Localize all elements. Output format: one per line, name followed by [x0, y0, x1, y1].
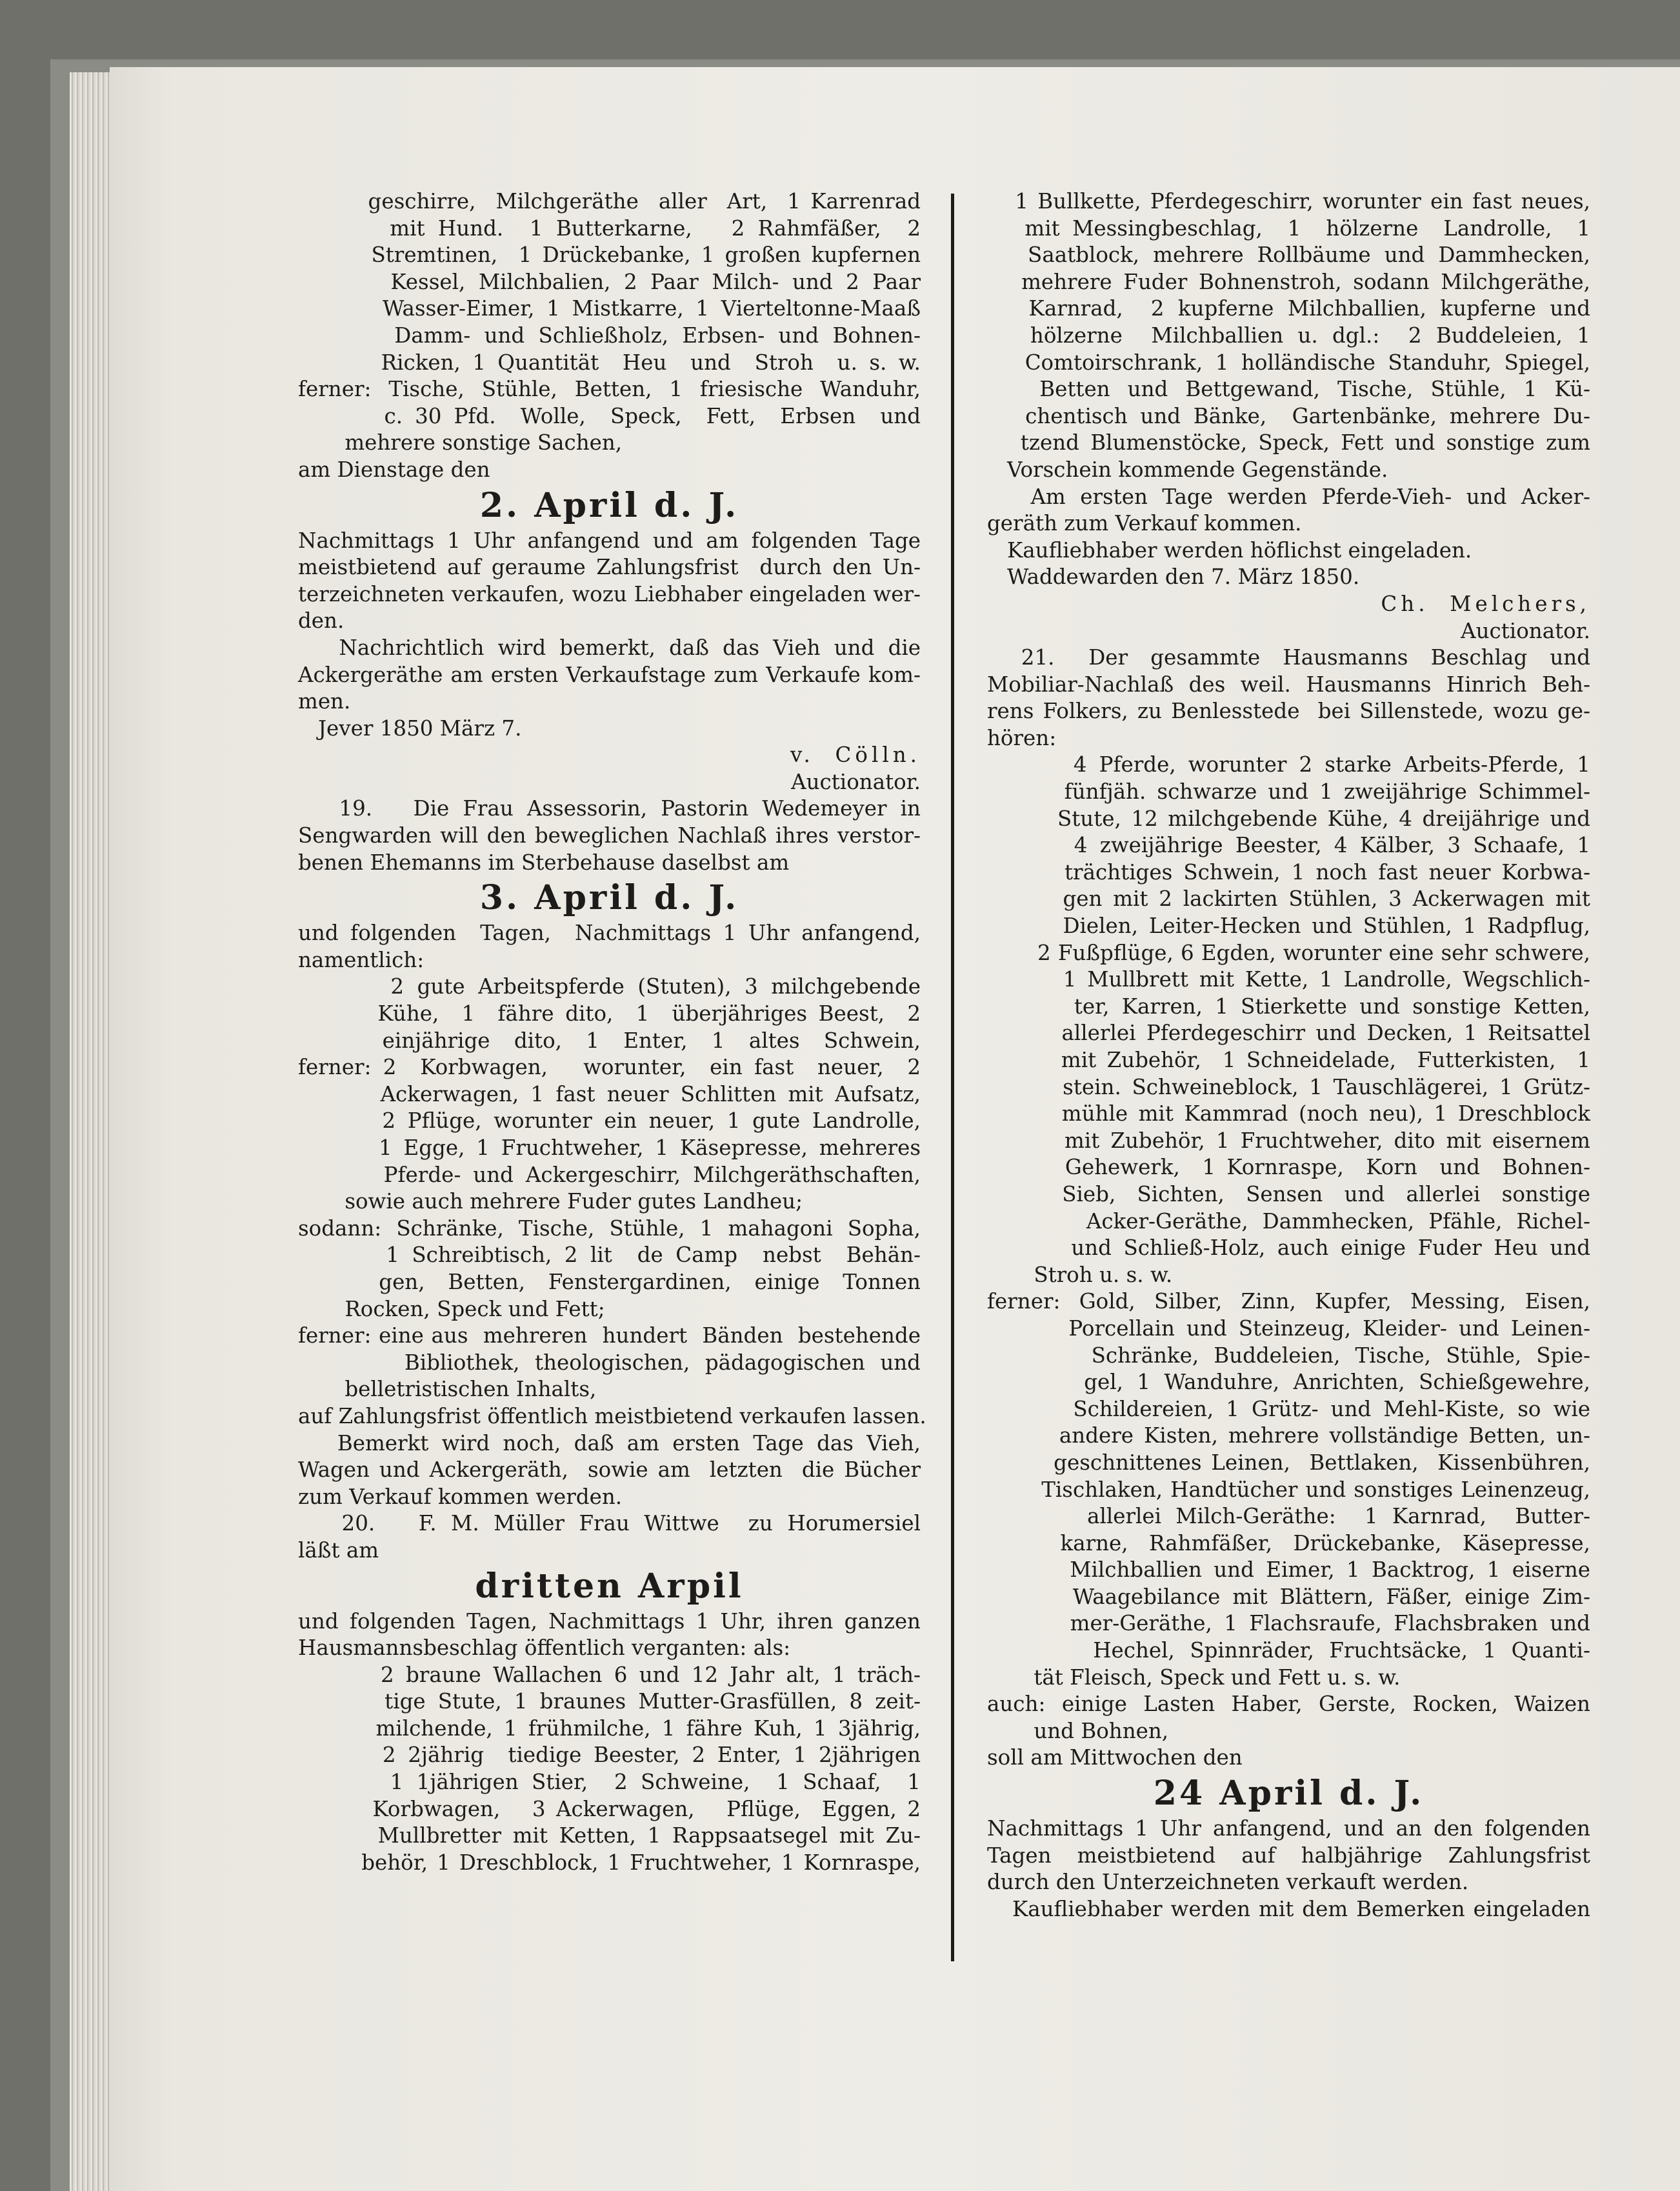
- text-line: 21. Der gesammte Hausmanns Beschlag und: [987, 645, 1590, 670]
- text-line: und folgenden Tagen, Nachmittags 1 Uhr, ihren ganzen: [298, 1608, 921, 1634]
- text-line: Betten und Bettgewand, Tische, Stühle, 1 Kü-: [987, 377, 1590, 402]
- text-line: am Dienstage den: [298, 457, 490, 482]
- auction-date-heading: dritten Arpil: [475, 1566, 744, 1606]
- text-line: Ackerwagen, 1 fast neuer Schlitten mit Aufsatz,: [298, 1081, 921, 1106]
- text-line: chentisch und Bänke, Gartenbänke, mehrere Du-: [987, 403, 1590, 428]
- text-line: läßt am: [298, 1537, 379, 1563]
- text-line: stein. Schweineblock, 1 Tauschlägerei, 1 Grütz-: [987, 1074, 1590, 1099]
- text-line: mit Hund. 1 Butterkarne, 2 Rahmfäßer, 2: [298, 215, 921, 241]
- text-line: ferner: 2 Korbwagen, worunter, ein fast neuer, 2: [298, 1055, 921, 1080]
- text-line: Nachmittags 1 Uhr anfangend und am folgenden Tage: [298, 528, 921, 553]
- text-line: Schränke, Buddeleien, Tische, Stühle, Spie-: [987, 1343, 1590, 1368]
- text-line: andere Kisten, mehrere vollständige Betten, un-: [987, 1423, 1590, 1448]
- text-line: Mobiliar-Nachlaß des weil. Hausmanns Hinrich Beh-: [987, 672, 1590, 697]
- text-line: Damm- und Schließholz, Erbsen- und Bohnen-: [298, 323, 921, 348]
- text-line: meistbietend auf geraume Zahlungsfrist durch den Un-: [298, 555, 921, 580]
- text-line: allerlei Milch-Geräthe: 1 Karnrad, Butter-: [987, 1504, 1590, 1529]
- text-line: gen, Betten, Fenstergardinen, einige Tonnen: [298, 1269, 921, 1294]
- text-line: Stremtinen, 1 Drückebanke, 1 großen kupfernen: [298, 243, 921, 268]
- column-divider: [951, 194, 954, 1961]
- text-line: karne, Rahmfäßer, Drückebanke, Käsepresse,: [987, 1530, 1590, 1556]
- text-line: Ricken, 1 Quantität Heu und Stroh u. s. w.: [298, 350, 921, 375]
- text-line: Hausmannsbeschlag öffentlich verganten: als:: [298, 1636, 791, 1661]
- text-line: mühle mit Kammrad (noch neu), 1 Dreschblock: [987, 1101, 1590, 1126]
- text-line: trächtiges Schwein, 1 noch fast neuer Korbwa-: [987, 859, 1590, 885]
- text-line: 2 Pflüge, worunter ein neuer, 1 gute Landrolle,: [298, 1108, 921, 1134]
- text-line: sodann: Schränke, Tische, Stühle, 1 mahagoni Sopha,: [298, 1216, 921, 1241]
- text-line: Sengwarden will den beweglichen Nachlaß ihres verstor-: [298, 823, 921, 848]
- text-line: 2 2jährig tiedige Beester, 2 Enter, 1 2jährigen: [298, 1743, 921, 1768]
- text-line: Saatblock, mehrere Rollbäume und Dammhecken,: [987, 243, 1590, 268]
- text-line: geschnittenes Leinen, Bettlaken, Kissenbühren,: [987, 1450, 1590, 1475]
- text-line: durch den Unterzeichneten verkauft werden.: [987, 1870, 1469, 1895]
- text-line: tige Stute, 1 braunes Mutter-Grasfüllen, 8 zeit-: [298, 1689, 921, 1714]
- text-line: ferner: Tische, Stühle, Betten, 1 friesische Wanduhr,: [298, 377, 921, 402]
- text-line: 2 gute Arbeitspferde (Stuten), 3 milchgebende: [298, 974, 921, 999]
- text-line: auch: einige Lasten Haber, Gerste, Rocken, Waizen: [987, 1692, 1590, 1717]
- text-line: tät Fleisch, Speck und Fett u. s. w.: [987, 1665, 1401, 1690]
- text-line: Jever 1850 März 7.: [298, 715, 522, 741]
- text-line: 1 Schreibtisch, 2 lit de Camp nebst Behän-: [298, 1243, 921, 1268]
- text-line: soll am Mittwochen den: [987, 1745, 1243, 1770]
- text-line: behör, 1 Dreschblock, 1 Fruchtweher, 1 Kornraspe,: [298, 1850, 921, 1875]
- text-line: 20. F. M. Müller Frau Wittwe zu Horumersiel: [298, 1511, 921, 1536]
- text-line: hölzerne Milchballien u. dgl.: 2 Buddeleien, 1: [987, 323, 1590, 348]
- text-line: Rocken, Speck und Fett;: [298, 1296, 605, 1321]
- text-line: den.: [298, 608, 345, 634]
- text-line: Wagen und Ackergeräth, sowie am letzten die Bücher: [298, 1457, 921, 1483]
- text-line: 19. Die Frau Assessorin, Pastorin Wedemeyer in: [298, 796, 921, 821]
- text-line: zum Verkauf kommen werden.: [298, 1484, 623, 1509]
- text-line: allerlei Pferdegeschirr und Decken, 1 Reitsattel: [987, 1021, 1590, 1046]
- text-line: Wasser-Eimer, 1 Mistkarre, 1 Vierteltonne-Maaß: [298, 296, 921, 321]
- text-line: Stute, 12 milchgebende Kühe, 4 dreijährige und: [987, 806, 1590, 831]
- page-edges: [70, 72, 112, 2191]
- text-line: 1 1jährigen Stier, 2 Schweine, 1 Schaaf, 1: [298, 1770, 921, 1795]
- text-line: Porcellain und Steinzeug, Kleider- und Leinen-: [987, 1316, 1590, 1341]
- text-line: Auctionator.: [791, 769, 921, 794]
- text-line: Dielen, Leiter-Hecken und Stühlen, 1 Radpflug,: [987, 914, 1590, 939]
- right-column: [987, 188, 1590, 1923]
- text-line: mer-Geräthe, 1 Flachsraufe, Flachsbraken und: [987, 1611, 1590, 1636]
- text-line: Schildereien, 1 Grütz- und Mehl-Kiste, so wie: [987, 1396, 1590, 1421]
- text-line: Hechel, Spinnräder, Fruchtsäcke, 1 Quanti-: [987, 1638, 1590, 1663]
- text-line: Nachmittags 1 Uhr anfangend, und an den folgenden: [987, 1816, 1590, 1841]
- text-line: einjährige dito, 1 Enter, 1 altes Schwein,: [298, 1028, 921, 1053]
- text-line: Comtoirschrank, 1 holländische Standuhr, Spiegel,: [987, 350, 1590, 375]
- text-line: 4 Pferde, worunter 2 starke Arbeits-Pferde, 1: [987, 752, 1590, 777]
- text-line: rens Folkers, zu Benlesstede bei Sillenstede, wozu ge-: [987, 699, 1590, 724]
- text-line: ferner: eine aus mehreren hundert Bänden bestehende: [298, 1323, 921, 1348]
- text-line: Stroh u. s. w.: [987, 1262, 1173, 1287]
- text-line: Kaufliebhaber werden mit dem Bemerken eingeladen: [987, 1896, 1590, 1921]
- text-line: Tagen meistbietend auf halbjährige Zahlungsfrist: [987, 1843, 1590, 1868]
- text-line: auf Zahlungsfrist öffentlich meistbietend verkaufen lassen.: [298, 1403, 926, 1428]
- text-line: Am ersten Tage werden Pferde-Vieh- und Acker-: [987, 484, 1590, 509]
- text-line: milchende, 1 frühmilche, 1 fähre Kuh, 1 3jährig,: [298, 1716, 921, 1741]
- auction-date-heading: 2. April d. J.: [479, 485, 739, 525]
- text-line: Tischlaken, Handtücher und sonstiges Leinenzeug,: [987, 1477, 1590, 1502]
- text-line: Karnrad, 2 kupferne Milchballien, kupferne und: [987, 296, 1590, 321]
- text-line: c. 30 Pfd. Wolle, Speck, Fett, Erbsen und: [298, 403, 921, 428]
- text-line: sowie auch mehrere Fuder gutes Landheu;: [298, 1189, 803, 1214]
- text-line: 1 Egge, 1 Fruchtweher, 1 Käsepresse, mehreres: [298, 1136, 921, 1160]
- text-line: geschirre, Milchgeräthe aller Art, 1 Karrenrad: [298, 189, 921, 214]
- text-line: 1 Mullbrett mit Kette, 1 Landrolle, Wegschlich-: [987, 967, 1590, 992]
- text-line: ferner: Gold, Silber, Zinn, Kupfer, Messing, Eisen,: [987, 1289, 1590, 1314]
- auction-date-heading: 3. April d. J.: [479, 878, 739, 918]
- text-line: belletristischen Inhalts,: [298, 1377, 597, 1402]
- text-line: Waddewarden den 7. März 1850.: [987, 565, 1360, 590]
- text-line: v. Cölln.: [790, 743, 921, 768]
- auction-date-heading: 24 April d. J.: [1153, 1774, 1425, 1814]
- text-line: 1 Bullkette, Pferdegeschirr, worunter ein fast neues,: [987, 189, 1590, 214]
- text-line: hören:: [987, 725, 1057, 750]
- text-line: Kühe, 1 fähre dito, 1 überjähriges Beest, 2: [298, 1001, 921, 1026]
- text-line: Milchballien und Eimer, 1 Backtrog, 1 eiserne: [987, 1557, 1590, 1583]
- text-line: mehrere sonstige Sachen,: [298, 430, 623, 455]
- text-line: 2 Fußpflüge, 6 Egden, worunter eine sehr schwere,: [987, 940, 1590, 965]
- text-line: Pferde- und Ackergeschirr, Milchgeräthschaften,: [298, 1162, 921, 1187]
- text-line: mit Zubehör, 1 Schneidelade, Futterkisten, 1: [987, 1048, 1590, 1072]
- text-line: und Bohnen,: [987, 1718, 1169, 1743]
- text-line: gel, 1 Wanduhre, Anrichten, Schießgewehre,: [987, 1370, 1590, 1395]
- text-line: terzeichneten verkaufen, wozu Liebhaber eingeladen wer-: [298, 581, 921, 606]
- text-line: Sieb, Sichten, Sensen und allerlei sonstige: [987, 1181, 1590, 1206]
- text-line: Kaufliebhaber werden höflichst eingeladen.: [987, 537, 1472, 563]
- text-line: Korbwagen, 3 Ackerwagen, Pflüge, Eggen, 2: [298, 1796, 921, 1821]
- text-line: und folgenden Tagen, Nachmittags 1 Uhr anfangend,: [298, 921, 921, 946]
- text-line: Gehewerk, 1 Kornraspe, Korn und Bohnen-: [987, 1155, 1590, 1180]
- text-line: namentlich:: [298, 947, 425, 972]
- text-line: Kessel, Milchbalien, 2 Paar Milch- und 2 Paar: [298, 269, 921, 294]
- text-line: Bemerkt wird noch, daß am ersten Tage das Vieh,: [298, 1430, 921, 1456]
- text-line: Waagebilance mit Blättern, Fäßer, einige Zim-: [987, 1584, 1590, 1609]
- text-line: Ch. Melchers,: [1381, 591, 1590, 616]
- text-line: mehrere Fuder Bohnenstroh, sodann Milchgeräthe,: [987, 269, 1590, 294]
- text-line: mit Zubehör, 1 Fruchtweher, dito mit eisernem: [987, 1128, 1590, 1153]
- text-line: Bibliothek, theologischen, pädagogischen und: [298, 1350, 921, 1375]
- text-line: 4 zweijährige Beester, 4 Kälber, 3 Schaafe, 1: [987, 833, 1590, 858]
- text-line: 2 braune Wallachen 6 und 12 Jahr alt, 1 träch-: [298, 1662, 921, 1687]
- text-line: geräth zum Verkauf kommen.: [987, 511, 1302, 536]
- text-line: ter, Karren, 1 Stierkette und sonstige Ketten,: [987, 994, 1590, 1019]
- text-line: Nachrichtlich wird bemerkt, daß das Vieh und die: [298, 635, 921, 660]
- text-line: men.: [298, 689, 351, 714]
- left-column: [298, 188, 926, 1876]
- text-line: benen Ehemanns im Sterbehause daselbst am: [298, 850, 790, 875]
- text-line: Auctionator.: [1461, 618, 1590, 643]
- text-line: Vorschein kommende Gegenstände.: [987, 457, 1388, 482]
- text-line: und Schließ-Holz, auch einige Fuder Heu und: [987, 1236, 1590, 1261]
- text-line: mit Messingbeschlag, 1 hölzerne Landrolle, 1: [987, 215, 1590, 241]
- text-line: gen mit 2 lackirten Stühlen, 3 Ackerwagen mit: [987, 886, 1590, 912]
- text-line: Ackergeräthe am ersten Verkaufstage zum Verkaufe kom-: [298, 662, 921, 687]
- text-line: tzend Blumenstöcke, Speck, Fett und sonstige zum: [987, 430, 1590, 455]
- text-line: Acker-Geräthe, Dammhecken, Pfähle, Richel-: [987, 1208, 1590, 1234]
- text-line: Mullbretter mit Ketten, 1 Rappsaatsegel mit Zu-: [298, 1823, 921, 1848]
- text-line: fünfjäh. schwarze und 1 zweijährige Schimmel-: [987, 779, 1590, 805]
